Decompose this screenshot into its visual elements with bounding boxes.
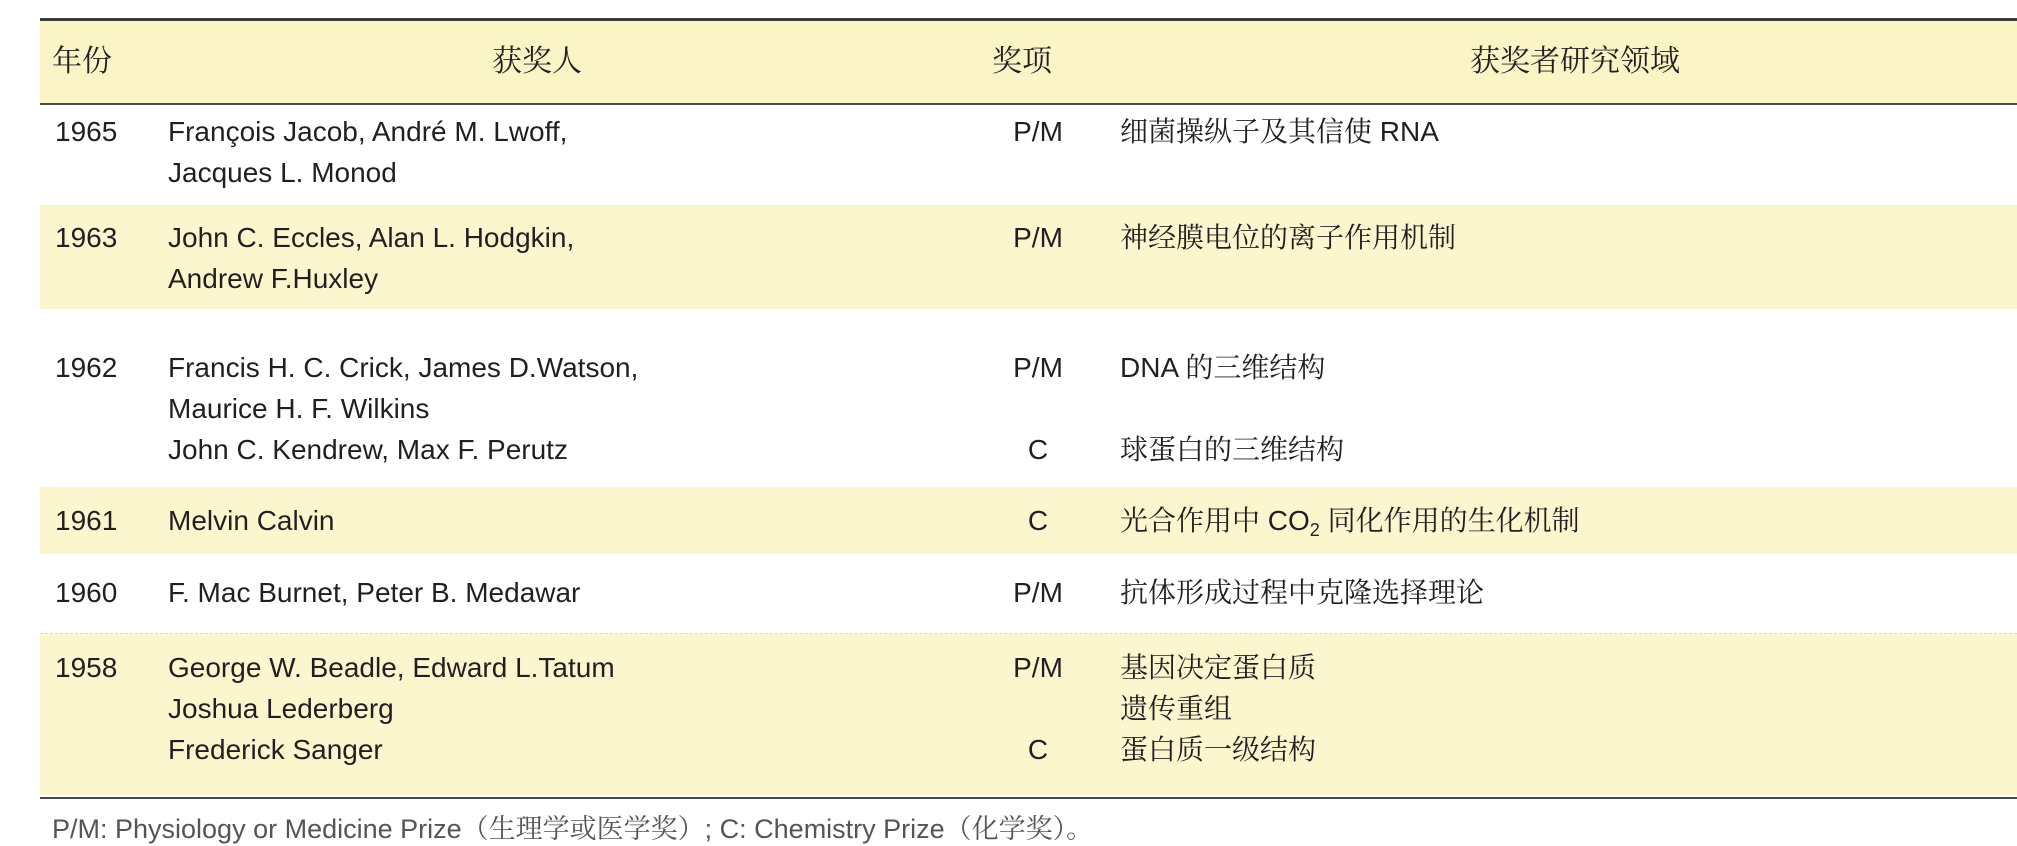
row-winners [168,647,615,770]
winner-line: Francis H. C. Crick, James D.Watson, [168,352,639,383]
winner-line: John C. Eccles, Alan L. Hodgkin, [168,222,575,253]
table-row [40,554,2017,634]
header-prize: 奖项 [992,45,1052,78]
row-winners [168,111,567,193]
subscript-two: 2 [1309,520,1320,540]
field-line: 遗传重组 [1120,693,1233,724]
table-row [40,309,2017,487]
winner-line: Melvin Calvin [168,505,335,536]
row-year: 1961 [55,505,118,536]
winner-line: Frederick Sanger [168,734,383,765]
row-prize: P/M [1013,222,1063,253]
row-year: 1958 [55,652,118,683]
row-prize: P/M [1013,352,1063,383]
row-year: 1960 [55,577,118,608]
winner-line: François Jacob, André M. Lwoff, [168,116,568,147]
field-text: 同化作用的生化机制 [1319,505,1580,536]
row-field: 抗体形成过程中克隆选择理论 [1120,577,1485,608]
winner-line: F. Mac Burnet, Peter B. Medawar [168,577,581,608]
row-field [1120,647,1316,770]
table-row [40,487,2017,554]
field-line: 基因决定蛋白质 [1120,652,1317,683]
field-line: 蛋白质一级结构 [1120,734,1317,765]
winner-line: Andrew F.Huxley [168,263,379,294]
row-field: 神经膜电位的离子作用机制 [1120,222,1457,253]
row-prize: P/M [1013,116,1063,147]
winner-line: Maurice H. F. Wilkins [168,393,430,424]
header-field: 获奖者研究领域 [1470,45,1680,78]
row-year: 1962 [55,352,118,383]
row-prize: C [1027,734,1049,765]
table-header [40,21,2017,105]
row-prize: C [1027,434,1049,465]
row-winners [168,347,638,470]
row-field: 球蛋白的三维结构 [1120,434,1345,465]
row-prize: P/M [1013,577,1063,608]
table-row [40,205,2017,309]
header-winners: 获奖人 [492,45,582,78]
winner-line: Jacques L. Monod [168,157,397,188]
row-winners [168,217,574,299]
row-winners [168,572,580,613]
table-row [40,107,2017,205]
row-year: 1965 [55,116,118,147]
row-field [1120,500,1580,541]
winner-line: George W. Beadle, Edward L.Tatum [168,652,615,683]
row-prize: C [1027,505,1049,536]
winner-line: John C. Kendrew, Max F. Perutz [168,434,568,465]
field-text: 光合作用中 CO [1120,505,1310,536]
row-year: 1963 [55,222,118,253]
table-footnote [40,797,2017,846]
winner-line: Joshua Lederberg [168,693,394,724]
row-field: DNA 的三维结构 [1120,352,1326,383]
footnote-text: P/M: Physiology or Medicine Prize（生理学或医学奖）; C: Chemistry Prize（化学奖）。 [52,814,1094,844]
row-winners [168,500,335,541]
table-row [40,634,2017,795]
header-year: 年份 [52,45,112,78]
row-prize: P/M [1013,652,1063,683]
row-field: 细菌操纵子及其信使 RNA [1120,116,1439,147]
